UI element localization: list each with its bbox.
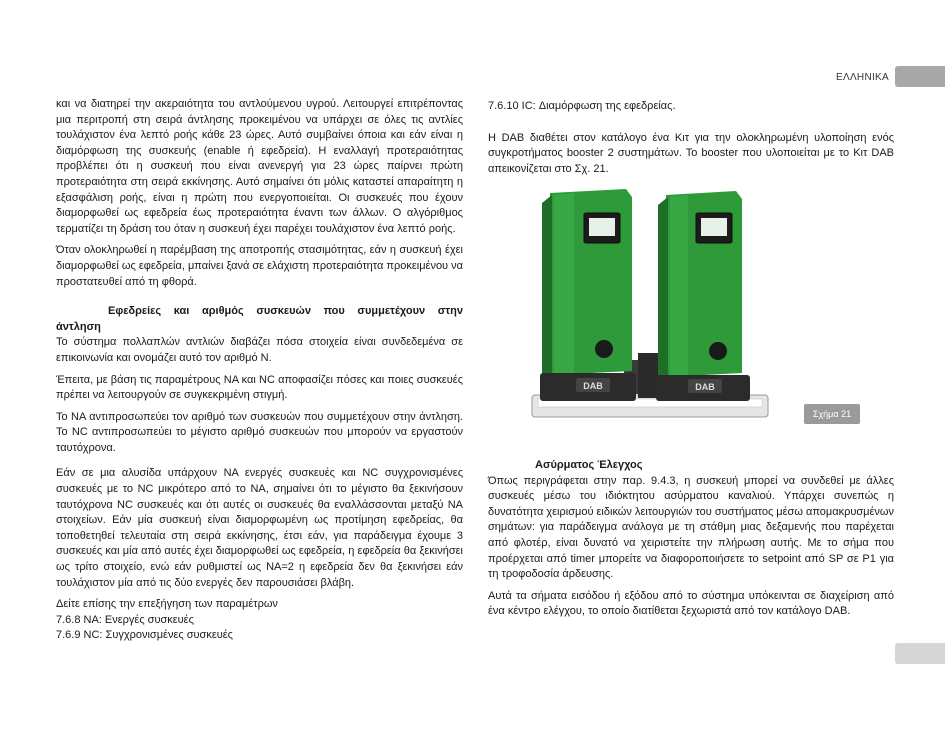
- section-heading-line: άντληση: [56, 320, 101, 333]
- reference-item: 7.6.10 IC: Διαμόρφωση της εφεδρείας.: [488, 100, 676, 112]
- section-heading: Ασύρματος Έλεγχος: [535, 459, 643, 471]
- reference-item: 7.6.8 NA: Ενεργές συσκευές: [56, 613, 194, 626]
- paragraph: Όπως περιγράφεται στην παρ. 9.4.3, η συσκευή μπορεί να συνδεθεί με άλλες συσκευές μέσω του ιδιόκτητου ασύρματου καναλιού. Υπάρχει συνεπώς η δυνατότητα χειρισμού ειδικών λειτουργιών του συστήματος μέσω απομακρυσμένων σημάτων: για παράδειγμα ανάλογα με τη στάθμη μιας δεξαμενής που παρέχεται από φλοτέρ, είναι δυνατό να χειριστείτε την πλήρωση αυτής. Με το σήμα που προέρχεται από timer μπορείτε να διαφοροποιήσετε το setpoint από SP σε P1 για τη τροφοδοσία άρδευσης.: [488, 474, 894, 581]
- paragraph: Η DAB διαθέτει στον κατάλογο ένα Κιτ για την ολοκληρωμένη υλοποίηση ενός συγκροτήματος booster 2 συστημάτων. Το booster που υλοποιείται με το Κιτ DAB απεικονίζεται στο Σχ. 21.: [488, 131, 894, 175]
- parameter-references: [56, 597, 463, 644]
- paragraph: Έπειτα, με βάση τις παραμέτρους NA και NC αποφασίζει πόσες και ποιες συσκευές πρέπει να λειτουργούν σε συγκεκριμένη στιγμή.: [56, 373, 463, 402]
- right-column: [488, 99, 894, 183]
- pump-brand-label: DAB: [583, 381, 603, 391]
- paragraph: Εάν σε μια αλυσίδα υπάρχουν NA ενεργές συσκευές και NC συγχρονισμένες συσκευές με το NC μικρότερο από το NA, σημαίνει ότι το μέγιστο θα ξεκινήσουν ταυτόχρονα NC συσκευές και ότι αυτές οι συσκευές θα εναλλάσσονται μεταξύ NA στοιχείων. Εάν μία συσκευή είναι διαμορφωμένη ως προτίμηση εφεδρείας, θα τοποθετηθεί τελευταία στη σειρά εκκίνησης, έτσι εάν, για παράδειγμα έχουμε 3 συσκευές και μία από αυτές έχει διαμορφωθεί ως εφεδρεία, η εφεδρεία θα ξεκινήσει ως τρίτο στοιχείο, ενώ εάν ρυθμιστεί ως NA=2 η εφεδρεία δεν θα ξεκινήσει εάν τουλάχιστον μία από τις δύο ενεργές δεν παρουσιάσει βλάβη.: [56, 467, 463, 589]
- paragraph: Αυτά τα σήματα εισόδου ή εξόδου από το σύστημα υπόκεινται σε διαχείριση από ένα κέντρο ελέγχου, το οποίο διατίθεται ξεχωριστά από τον κατάλογο DAB.: [488, 589, 894, 618]
- page-number-tab: [895, 643, 945, 664]
- paragraph: Το σύστημα πολλαπλών αντλιών διαβάζει πόσα στοιχεία είναι συνδεδεμένα σε επικοινωνία και ονομάζει αυτό τον αριθμό N.: [56, 336, 463, 364]
- pump-brand-label: DAB: [695, 382, 715, 392]
- left-column: [56, 97, 463, 644]
- section-heading: [56, 304, 463, 335]
- paragraph: Όταν ολοκληρωθεί η παρέμβαση της αποτροπής στασιμότητας, εάν η συσκευή έχει διαμορφωθεί ως εφεδρεία, μπαίνει ξανά σε ελάχιστη προτεραιότητα προκειμένου να προστατευθεί από τη φθορά.: [56, 244, 463, 288]
- booster-kit-illustration: [528, 185, 770, 430]
- section-heading-line: Εφεδρείες και αριθμός συσκευών που συμμετέχουν στην: [108, 305, 463, 318]
- paragraph: και να διατηρεί την ακεραιότητα του αντλούμενου υγρού. Λειτουργεί επιτρέποντας μια περιτροπή στη σειρά άντλησης προκειμένου να υπάρχει σε όλες τις αντλίες τουλάχιστον ένα λεπτό ροής κάθε 23 ώρες. Αυτό συμβαίνει όποια και εάν είναι η διαμόρφωση της συσκευής (enable ή εφεδρεία). Η εναλλαγή προτεραιότητας προβλέπει ότι η συσκευή που είναι ανενεργή για 23 ώρες παίρνει πρώτη προτεραιότητα στη σειρά εκκίνησης. Αυτό σημαίνει ότι μόλις καταστεί απαραίτητη η εξασφάλιση ροής, είναι η πρώτη που ενεργοποιείται. Οι συσκευές που έχουν διαμορφωθεί ως εφεδρεία έως προτεραιότητα έναντι των άλλων. Ο αλγόριθμος τερματίζει τη δράση του όταν η συσκευή έχει παρέχει τουλάχιστον ένα λεπτό ροής.: [56, 98, 463, 235]
- reference-intro: Δείτε επίσης την επεξήγηση των παραμέτρων: [56, 598, 278, 611]
- pump-unit: [656, 191, 750, 401]
- language-label: ΕΛΛΗΝΙΚΑ: [836, 72, 889, 83]
- language-tab: [895, 66, 945, 87]
- wireless-control-section: [488, 458, 894, 626]
- paragraph: Το NA αντιπροσωπεύει τον αριθμό των συσκευών που συμμετέχουν στην άντληση. Το NC αντιπροσωπεύει το μέγιστο αριθμό συσκευών που μπορούν να εργαστούν ταυτόχρονα.: [56, 410, 463, 454]
- figure-caption: Σχήμα 21: [804, 404, 860, 424]
- reference-item: 7.6.9 NC: Συγχρονισμένες συσκευές: [56, 629, 233, 642]
- pump-unit: [540, 189, 636, 401]
